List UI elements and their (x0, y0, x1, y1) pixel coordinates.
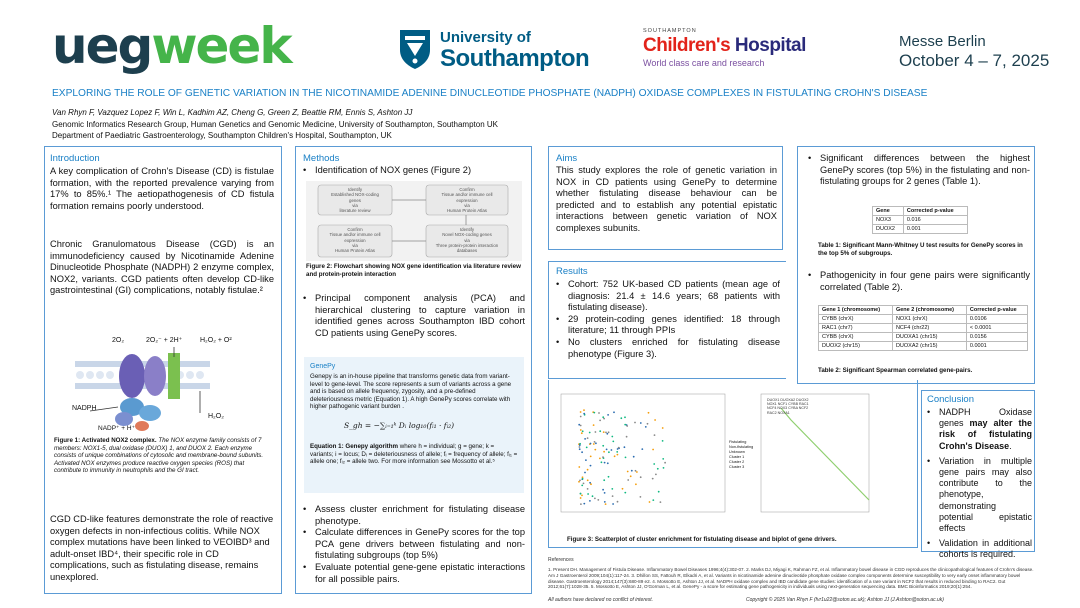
scatter-point (608, 476, 610, 478)
table-2 (818, 305, 1028, 351)
scatter-point (608, 431, 610, 433)
conclusion-panel (921, 390, 1035, 560)
methods-bullet-4: • Calculate differences in GenePy scores for the top PCA gene drivers between fistulating and non-fistulating subgroups (top 5%) (303, 527, 525, 562)
scatter-point (602, 489, 604, 491)
scatter-point (605, 503, 607, 505)
flow-box-4: Identify Novel NOX-coding genes via Three protein-protein interaction databases (435, 227, 499, 254)
scatter-point (583, 413, 585, 415)
copyright: Copyright © 2025 Van Rhyn F (fvr1u22@soton.ac.uk); Ashton JJ (J.Ashton@soton.ac.uk) (746, 597, 944, 603)
southampton-crest-icon (398, 28, 432, 70)
scatter-point (603, 479, 605, 481)
scatter-point (635, 470, 637, 472)
introduction-panel (44, 146, 282, 594)
scatter-point (640, 476, 642, 478)
table-row: NOX3 0.016 (873, 216, 968, 225)
scatter-point (652, 499, 654, 501)
scatter-point (611, 449, 613, 451)
scatter-point (631, 470, 633, 472)
scatter-point (587, 493, 589, 495)
scatter-point (655, 474, 657, 476)
scatter-point (645, 426, 647, 428)
scatter-point (602, 416, 604, 418)
results-title: Results (556, 266, 588, 277)
scatter-point (579, 444, 581, 446)
introduction-title: Introduction (50, 153, 100, 164)
scatter-point (597, 499, 599, 501)
scatter-point (580, 493, 582, 495)
scatter-point (652, 478, 654, 480)
scatter-point (664, 462, 666, 464)
figure-1-caption: Figure 1: Activated NOX2 complex. The NOX enzyme family consists of 7 members: NOX1-5, dual oxidase (DUOX) 1, and DUOX 2. Each enzyme consists of unique combinations of cytosolic and membrane-bound subunits. Activated NOX enzymes produce reactive oxygen species (ROS) that contribute to immunity in neutrophils and the GI tract. (54, 437, 264, 475)
scatter-point (627, 471, 629, 473)
methods-bullet-1: • Identification of NOX genes (Figure 2) (303, 165, 525, 177)
scatter-point (607, 462, 609, 464)
scatter-point (633, 456, 635, 458)
scatter-point (658, 491, 660, 493)
scatter-point (606, 433, 608, 435)
scatter-point (583, 483, 585, 485)
scatter-point (599, 458, 601, 460)
scatter-point (580, 497, 582, 499)
affiliation-1: Genomic Informatics Research Group, Human Genetics and Genomic Medicine, University of Southampton, Southampton UK (52, 120, 498, 129)
table-1-header: Gene Corrected p-value (873, 207, 968, 216)
scatter-point (602, 445, 604, 447)
scatter-point (595, 442, 597, 444)
scatter-point (624, 416, 626, 418)
scatter-point (594, 449, 596, 451)
aims-title: Aims (556, 153, 578, 164)
scatter-point (647, 423, 649, 425)
aims-text: This study explores the role of genetic variation in NOX in CD patients using GenePy to determine whether fistulating disease behaviour can be predicted and to establish any potential epistatic interactions between genetic variation of NOX complexes subunits. (556, 165, 777, 233)
table-row: RAC1 (chr7) NCF4 (chr22) < 0.0001 (819, 324, 1028, 333)
scatter-point (636, 471, 638, 473)
table-1 (872, 206, 968, 234)
introduction-paragraph-1: A key complication of Crohn's Disease (CD) is fistulae formation, with the reported prevalence varying from 17% to 85%.¹ The aetiopathogenesis of CD fistula formation remains poorly understood. (50, 166, 274, 211)
scatter-point (613, 411, 615, 413)
equation-caption: Equation 1: Genepy algorithm where h = individual; g = gene; k = variants; i = locus; Dᵢ = deleteriousness of allele; fᵢ = frequency of allele; fᵢ₁ = allele one; fᵢ₂ = allele two. For more information see Mossotto et al.⁵ (310, 443, 518, 466)
scatter-point (589, 432, 591, 434)
scatter-point (594, 498, 596, 500)
scatter-point (663, 467, 665, 469)
scatter-point (584, 472, 586, 474)
scatter-point (582, 476, 584, 478)
scatter-point (640, 496, 642, 498)
scatter-point (601, 461, 603, 463)
scatter-point (611, 488, 613, 490)
flow-box-1: Identify Established NOX-coding genes via literature review (331, 187, 379, 214)
childrens-hospital-logo: SOUTHAMPTON Children's Hospital World class care and research (643, 28, 806, 68)
authors: Van Rhyn F, Vazquez Lopez F, Win L, Kadhim AZ, Cheng G, Green Z, Beattie RM, Ennis S, Ashton JJ (52, 108, 413, 117)
scatter-point (662, 427, 664, 429)
scatter-point (590, 443, 592, 445)
scatter-point (584, 438, 586, 440)
scatter-point (581, 485, 583, 487)
scatter-point (579, 480, 581, 482)
scatter-point (624, 424, 626, 426)
scatter-point (580, 503, 582, 505)
results-bullet-3: • No clusters enriched for fistulating disease phenotype (Figure 3). (556, 337, 780, 360)
introduction-paragraph-2: Chronic Granulomatous Disease (CGD) is an immunodeficiency caused by Nicotinamide Adenine Dinucleotide Phosphate (NADPH) 2 enzyme complex, NOX2, variants. CGD patients often develop CD-like gastrointestinal (GI) complications, notably fistulae.² (50, 239, 274, 296)
scatter-point (593, 412, 595, 414)
scatter-point (595, 431, 597, 433)
poster-header (0, 0, 1080, 84)
figure-3-caption: Figure 3: Scatterplot of cluster enrichment for fistulating disease and biplot of gene drivers. (567, 536, 837, 543)
scatter-point (605, 432, 607, 434)
scatter-point (660, 501, 662, 503)
genepy-equation: S_gh = −∑ᵢ₌₁ᵏ Dᵢ log₁₀(fᵢ₁ · fᵢ₂) (344, 421, 455, 430)
scatter-point (582, 430, 584, 432)
genepy-box: GenePy Genepy is an in-house pipeline that transforms genetic data from variant-level to gene-level. The score represents a sum of variants across a gene and is based on allele frequency, zygosity, and a pre-defined deleteriousness metric (Equation 1). A high GenePy scores correlate with higher pathogenic variant burden . S_gh = −∑ᵢ₌₁ᵏ Dᵢ log₁₀(fᵢ₁ · fᵢ₂) Equation 1: Genepy algorithm where h = individual; g = gene; k = variants; i = locus; Dᵢ = deleteriousness of allele; fᵢ = frequency of allele; fᵢ₁ = allele one; fᵢ₂ = allele two. For more information see Mossotto et al.⁵ (304, 357, 524, 493)
scatter-point (587, 479, 589, 481)
scatter-point (589, 482, 591, 484)
scatter-point (653, 463, 655, 465)
scatter-point (624, 446, 626, 448)
table-2-caption: Table 2: Significant Spearman correlated gene-pairs. (818, 367, 973, 374)
scatter-point (604, 501, 606, 503)
scatter-point (580, 416, 582, 418)
scatter-point (654, 419, 656, 421)
scatter-point (617, 501, 619, 503)
figure-2-caption: Figure 2: Flowchart showing NOX gene identification via literature review and protein-protein interaction (306, 263, 521, 278)
scatter-point (662, 440, 664, 442)
scatter-point (590, 465, 592, 467)
scatter-point (603, 431, 605, 433)
scatter-point (648, 412, 650, 414)
results-panel (548, 261, 786, 379)
scatter-point (579, 446, 581, 448)
results-bullet-2: • 29 protein-coding genes identified: 18 through literature; 11 through PPIs (556, 314, 780, 337)
scatter-point (657, 468, 659, 470)
scatter-point (580, 429, 582, 431)
scatter-point (598, 412, 600, 414)
aims-panel (548, 146, 783, 250)
scatter-point (587, 437, 589, 439)
scatter-point (606, 449, 608, 451)
nox2-complex-illustration (50, 333, 275, 433)
scatter-point (627, 479, 629, 481)
table-row: DUOX2 (chr15) DUOXA2 (chr15) 0.0001 (819, 342, 1028, 351)
scatter-point (612, 503, 614, 505)
scatter-point (599, 430, 601, 432)
scatter-point (641, 448, 643, 450)
event-venue-date: Messe Berlin October 4 – 7, 2025 (899, 33, 1050, 70)
scatter-point (594, 441, 596, 443)
scatter-point (583, 503, 585, 505)
conflict-statement: All authors have declared no conflict of interest. (548, 597, 654, 603)
scatter-point (620, 417, 622, 419)
figure-3-legend: Fistulating Non-fistulating Unknown Cluster 1 Cluster 2 Cluster 3 (729, 440, 754, 469)
scatter-point (592, 495, 594, 497)
scatter-point (608, 451, 610, 453)
methods-bullet-2: • Principal component analysis (PCA) and hierarchical clustering to capture variation in identified genes across Southampton IBD cohort CD patients using GenePy scores. (303, 293, 525, 339)
scatter-point (616, 451, 618, 453)
university-of-southampton-logo: University of Southampton (398, 26, 588, 74)
table-row: CYBB (chrX) NOX1 (chrX) 0.0106 (819, 315, 1028, 324)
scatter-point (587, 488, 589, 490)
scatter-point (626, 425, 628, 427)
scatter-point (586, 447, 588, 449)
poster-title: EXPLORING THE ROLE OF GENETIC VARIATION IN THE NICOTINAMIDE ADENINE DINUCLEOTIDE PHOSPHATE (NADPH) OXIDASE COMPLEXES IN FISTULATING CROHN'S DISEASE (52, 88, 928, 99)
scatter-point (578, 466, 580, 468)
flow-box-3: Confirm Tissue and/or immune cell expression via Human Protein Atlas (329, 227, 381, 254)
scatter-point (607, 414, 609, 416)
ueg-week-logo: uegweek (52, 17, 291, 75)
results-panel-tables (797, 146, 1035, 384)
table-1-caption: Table 1: Significant Mann-Whitney U test results for GenePy scores in the top 5% of subgroups. (818, 242, 1023, 257)
references-title: References (548, 557, 574, 563)
scatter-point (590, 456, 592, 458)
scatter-point (626, 436, 628, 438)
table-2-header: Gene 1 (chromosome) Gene 2 (chromosome) Corrected p-value (819, 306, 1028, 315)
results-bullet-1: • Cohort: 752 UK-based CD patients (mean age of diagnosis: 21.4 ± 14.6 years; 68 patients with fistulating disease). (556, 279, 780, 314)
conclusion-bullet-2: • Variation in multiple gene pairs may also contribute to the phenotype, demonstrating potential epistatic effects (927, 456, 1032, 534)
conclusion-bullet-3: • Validation in additional cohorts is required. (927, 538, 1032, 560)
scatter-point (581, 495, 583, 497)
figure-3-area (548, 380, 918, 548)
table-row: CYBB (chrX) DUOXA1 (chr15) 0.0156 (819, 333, 1028, 342)
scatter-point (625, 457, 627, 459)
scatter-point (630, 475, 632, 477)
conclusion-bullet-1: • NADPH Oxidase genes may alter the risk of fistulating Crohn's Disease. (927, 407, 1032, 452)
scatter-point (581, 432, 583, 434)
scatter-point (579, 448, 581, 450)
scatter-point (589, 500, 591, 502)
scatter-point (612, 441, 614, 443)
scatter-point (612, 495, 614, 497)
figure-1-nox2-diagram: 2O₂ 2O₂⁻ + 2H⁺ H₂O₂ + O² NADPH NADP⁺ + H⁺ H₂O₂ Figure 1: Activated NOX2 complex. The NOX enzyme family consists of 7 members: NOX1-5, dual oxidase (DUOX) 1, and DUOX 2. Each enzyme consists of unique combinations of cytosolic and membrane-bound subunits. Activated NOX enzymes produce reactive oxygen species (ROS) that contribute to immunity in neutrophils and the GI tract. (50, 333, 275, 493)
scatter-point (583, 409, 585, 411)
table-row: DUOX2 0.001 (873, 225, 968, 234)
affiliation-2: Department of Paediatric Gastroenterology, Southampton Children's Hospital, Southampton, UK (52, 131, 392, 140)
scatter-point (593, 424, 595, 426)
scatter-point (580, 411, 582, 413)
scatter-point (587, 469, 589, 471)
scatter-point (604, 462, 606, 464)
scatter-point (611, 436, 613, 438)
scatter-point (580, 425, 582, 427)
figure-2-flowchart (306, 181, 522, 261)
scatter-point (603, 451, 605, 453)
scatter-point (604, 492, 606, 494)
scatter-point (662, 458, 664, 460)
scatter-point (624, 492, 626, 494)
scatter-point (622, 488, 624, 490)
introduction-paragraph-3: CGD CD-like features demonstrate the role of reactive oxygen defects in non-infectious colitis. While NOX complex mutations have been linked to VEOIBD³ and adult-onset IBD⁴, their specific role in CD complications, such as fistulating disease, remains unexplored. (50, 514, 274, 582)
scatter-point (654, 434, 656, 436)
figure-3-gene-labels: DUOX1 DUOXA2 DUOX2 NOX1 NCF1 CYBB RAC1 NCF4 NOX3 CYBA NCF2 RAC2 NOXA1 (767, 398, 809, 415)
scatter-point (618, 447, 620, 449)
methods-panel (295, 146, 532, 594)
results-bullet-4: • Significant differences between the highest GenePy scores (top 5%) in the fistulating and non-fistulating groups for 2 genes (Table 1). (808, 153, 1030, 188)
scatter-point (593, 443, 595, 445)
methods-bullet-5: • Evaluate potential gene-gene epistatic interactions for all possible pairs. (303, 562, 525, 585)
results-bullet-5: • Pathogenicity in four gene pairs were significantly correlated (Table 2). (808, 270, 1030, 293)
scatter-point (640, 422, 642, 424)
scatter-point (649, 501, 651, 503)
scatter-point (602, 456, 604, 458)
scatter-point (617, 454, 619, 456)
scatter-point (614, 455, 616, 457)
scatter-point (581, 451, 583, 453)
methods-bullet-3: • Assess cluster enrichment for fistulating disease phenotype. (303, 504, 525, 527)
scatter-point (599, 420, 601, 422)
flow-box-2: Confirm Tissue and/or immune cell expression via Human Protein Atlas (441, 187, 493, 214)
references-text: 1. Present DH. Management of Fistula Disease. Inflammatory Bowel Diseases 1996;4(4):302-07. 2. Marks DJ, Miyagi K, Rahman FZ, et al. Inflammatory bowel disease in CGD reproduces the clinicopathological features of Crohn's disease. Am J Gastroenterol 2009;104(1):117-24. 3. Dhillon SS, Fattouh R, Elkadri A, et al. Variants in nicotinamide adenine dinucleotide phosphate oxidase complex components determine susceptibility to very early onset inflammatory bowel disease. Gastroenterology 2014;147(3):680-89 e2. 4. Mossotto E, Ashton JJ, et al. NADPH oxidase complex and IBD candidate gene studies: identification of a rare variant in NCF2 that results in reduced binding to RAC2. Gut 2012;61(7):1028-35. 5. Mossotto E, Ashton JJ, O'Gorman L, et al. GenePy - a score for estimating gene pathogenicity in individuals using next-generation sequencing data. BMC Bioinformatics 2019;20(1):254. (548, 567, 1034, 590)
methods-title: Methods (303, 153, 340, 164)
scatter-point (585, 459, 587, 461)
scatter-point (634, 422, 636, 424)
scatter-point (635, 483, 637, 485)
conclusion-title: Conclusion (927, 394, 974, 405)
scatter-point (652, 449, 654, 451)
